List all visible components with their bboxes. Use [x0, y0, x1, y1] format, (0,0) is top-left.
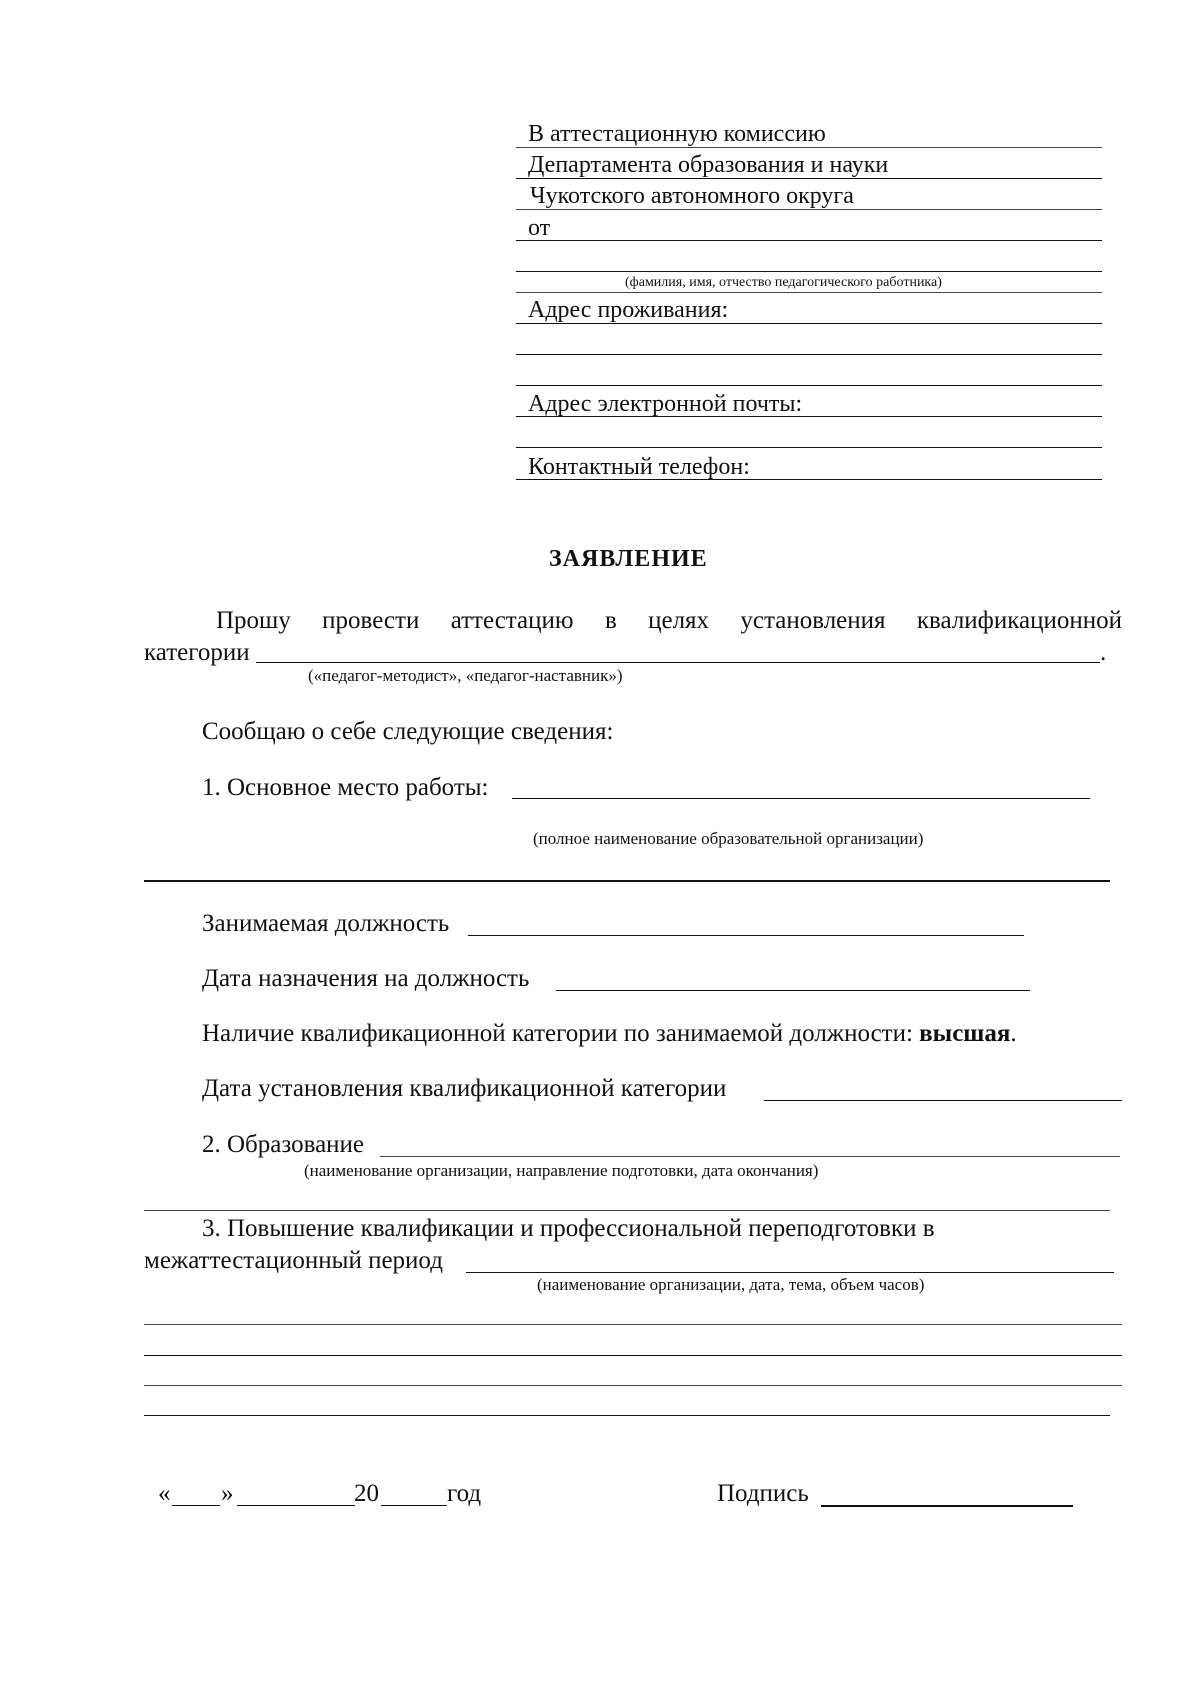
- category-presence-label: Наличие квалификационной категории по занимаемой должности:: [202, 1020, 913, 1047]
- year-field-line[interactable]: [381, 1505, 447, 1506]
- work-label: 1. Основное место работы:: [202, 774, 489, 801]
- underline: [516, 240, 1102, 241]
- request-word: целях: [648, 607, 710, 634]
- underline: [516, 292, 1102, 293]
- work-caption: (полное наименование образовательной организации): [533, 829, 924, 848]
- position-field-line[interactable]: [468, 935, 1024, 936]
- training-field-line-4[interactable]: [144, 1385, 1122, 1386]
- training-field-line[interactable]: [466, 1272, 1114, 1273]
- request-word: квалификационной: [916, 607, 1123, 634]
- email-field-line[interactable]: [516, 416, 1102, 417]
- category-presence-line: [202, 1021, 1017, 1046]
- underline: [516, 147, 1102, 148]
- education-field-line[interactable]: [380, 1156, 1120, 1157]
- training-label-line-2: межаттестационный период: [144, 1247, 443, 1274]
- month-field-line[interactable]: [237, 1505, 355, 1506]
- category-end-dot: .: [1100, 639, 1107, 666]
- appointment-date-field-line[interactable]: [556, 990, 1030, 991]
- request-word: в: [604, 607, 617, 634]
- signature-label: Подпись: [717, 1480, 809, 1507]
- category-date-field-line[interactable]: [764, 1100, 1122, 1101]
- document-title: ЗАЯВЛЕНИЕ: [549, 546, 708, 572]
- training-field-line-5[interactable]: [144, 1415, 1110, 1416]
- email-label: Адрес электронной почты:: [528, 391, 803, 417]
- work-field-line-2[interactable]: [144, 880, 1110, 882]
- category-field-line[interactable]: [256, 662, 1100, 663]
- request-word: установления: [740, 607, 886, 634]
- work-field-line[interactable]: [512, 798, 1090, 799]
- addressee-line-1: В аттестационную комиссию: [528, 121, 826, 147]
- category-caption: («педагог-методист», «педагог-наставник»): [308, 666, 623, 685]
- request-first-line: [144, 608, 1122, 633]
- category-presence-end: .: [1010, 1020, 1017, 1047]
- addressee-line-3: Чукотского автономного округа: [530, 183, 854, 209]
- name-field-line[interactable]: [516, 271, 1102, 272]
- education-field-line-2[interactable]: [144, 1210, 1110, 1211]
- email-field-line[interactable]: [516, 447, 1102, 448]
- training-field-line-3[interactable]: [144, 1355, 1122, 1356]
- addressee-line-2: Департамента образования и науки: [528, 152, 889, 178]
- address-label: Адрес проживания:: [528, 297, 729, 323]
- year-prefix: 20: [354, 1480, 379, 1507]
- category-date-label: Дата установления квалификационной категории: [202, 1075, 727, 1102]
- training-caption: (наименование организации, дата, тема, объем часов): [537, 1275, 925, 1294]
- request-word: провести: [322, 607, 420, 634]
- request-word: аттестацию: [450, 607, 574, 634]
- training-label-line-1: 3. Повышение квалификации и профессиональной переподготовки в: [202, 1215, 935, 1242]
- signature-field-line[interactable]: [821, 1505, 1073, 1507]
- year-word: год: [447, 1480, 482, 1507]
- training-field-line-2[interactable]: [144, 1324, 1122, 1325]
- phone-label: Контактный телефон:: [528, 454, 750, 480]
- quote-open: «: [158, 1480, 171, 1507]
- appointment-date-label: Дата назначения на должность: [202, 965, 530, 992]
- name-caption: (фамилия, имя, отчество педагогического работника): [625, 275, 942, 290]
- from-label: от: [528, 215, 551, 241]
- position-label: Занимаемая должность: [202, 910, 450, 937]
- info-intro: Сообщаю о себе следующие сведения:: [202, 718, 614, 745]
- phone-field-line[interactable]: [516, 479, 1102, 480]
- education-label: 2. Образование: [202, 1131, 365, 1158]
- underline: [516, 178, 1102, 179]
- education-caption: (наименование организации, направление подготовки, дата окончания): [304, 1161, 819, 1180]
- request-word: Прошу: [216, 607, 291, 634]
- quote-close: »: [221, 1480, 234, 1507]
- address-field-line[interactable]: [516, 354, 1102, 355]
- category-presence-value: высшая: [919, 1020, 1011, 1047]
- underline: [516, 209, 1102, 210]
- address-field-line[interactable]: [516, 323, 1102, 324]
- category-label: категории: [144, 639, 250, 666]
- address-field-line[interactable]: [516, 385, 1102, 386]
- day-field-line[interactable]: [172, 1505, 220, 1506]
